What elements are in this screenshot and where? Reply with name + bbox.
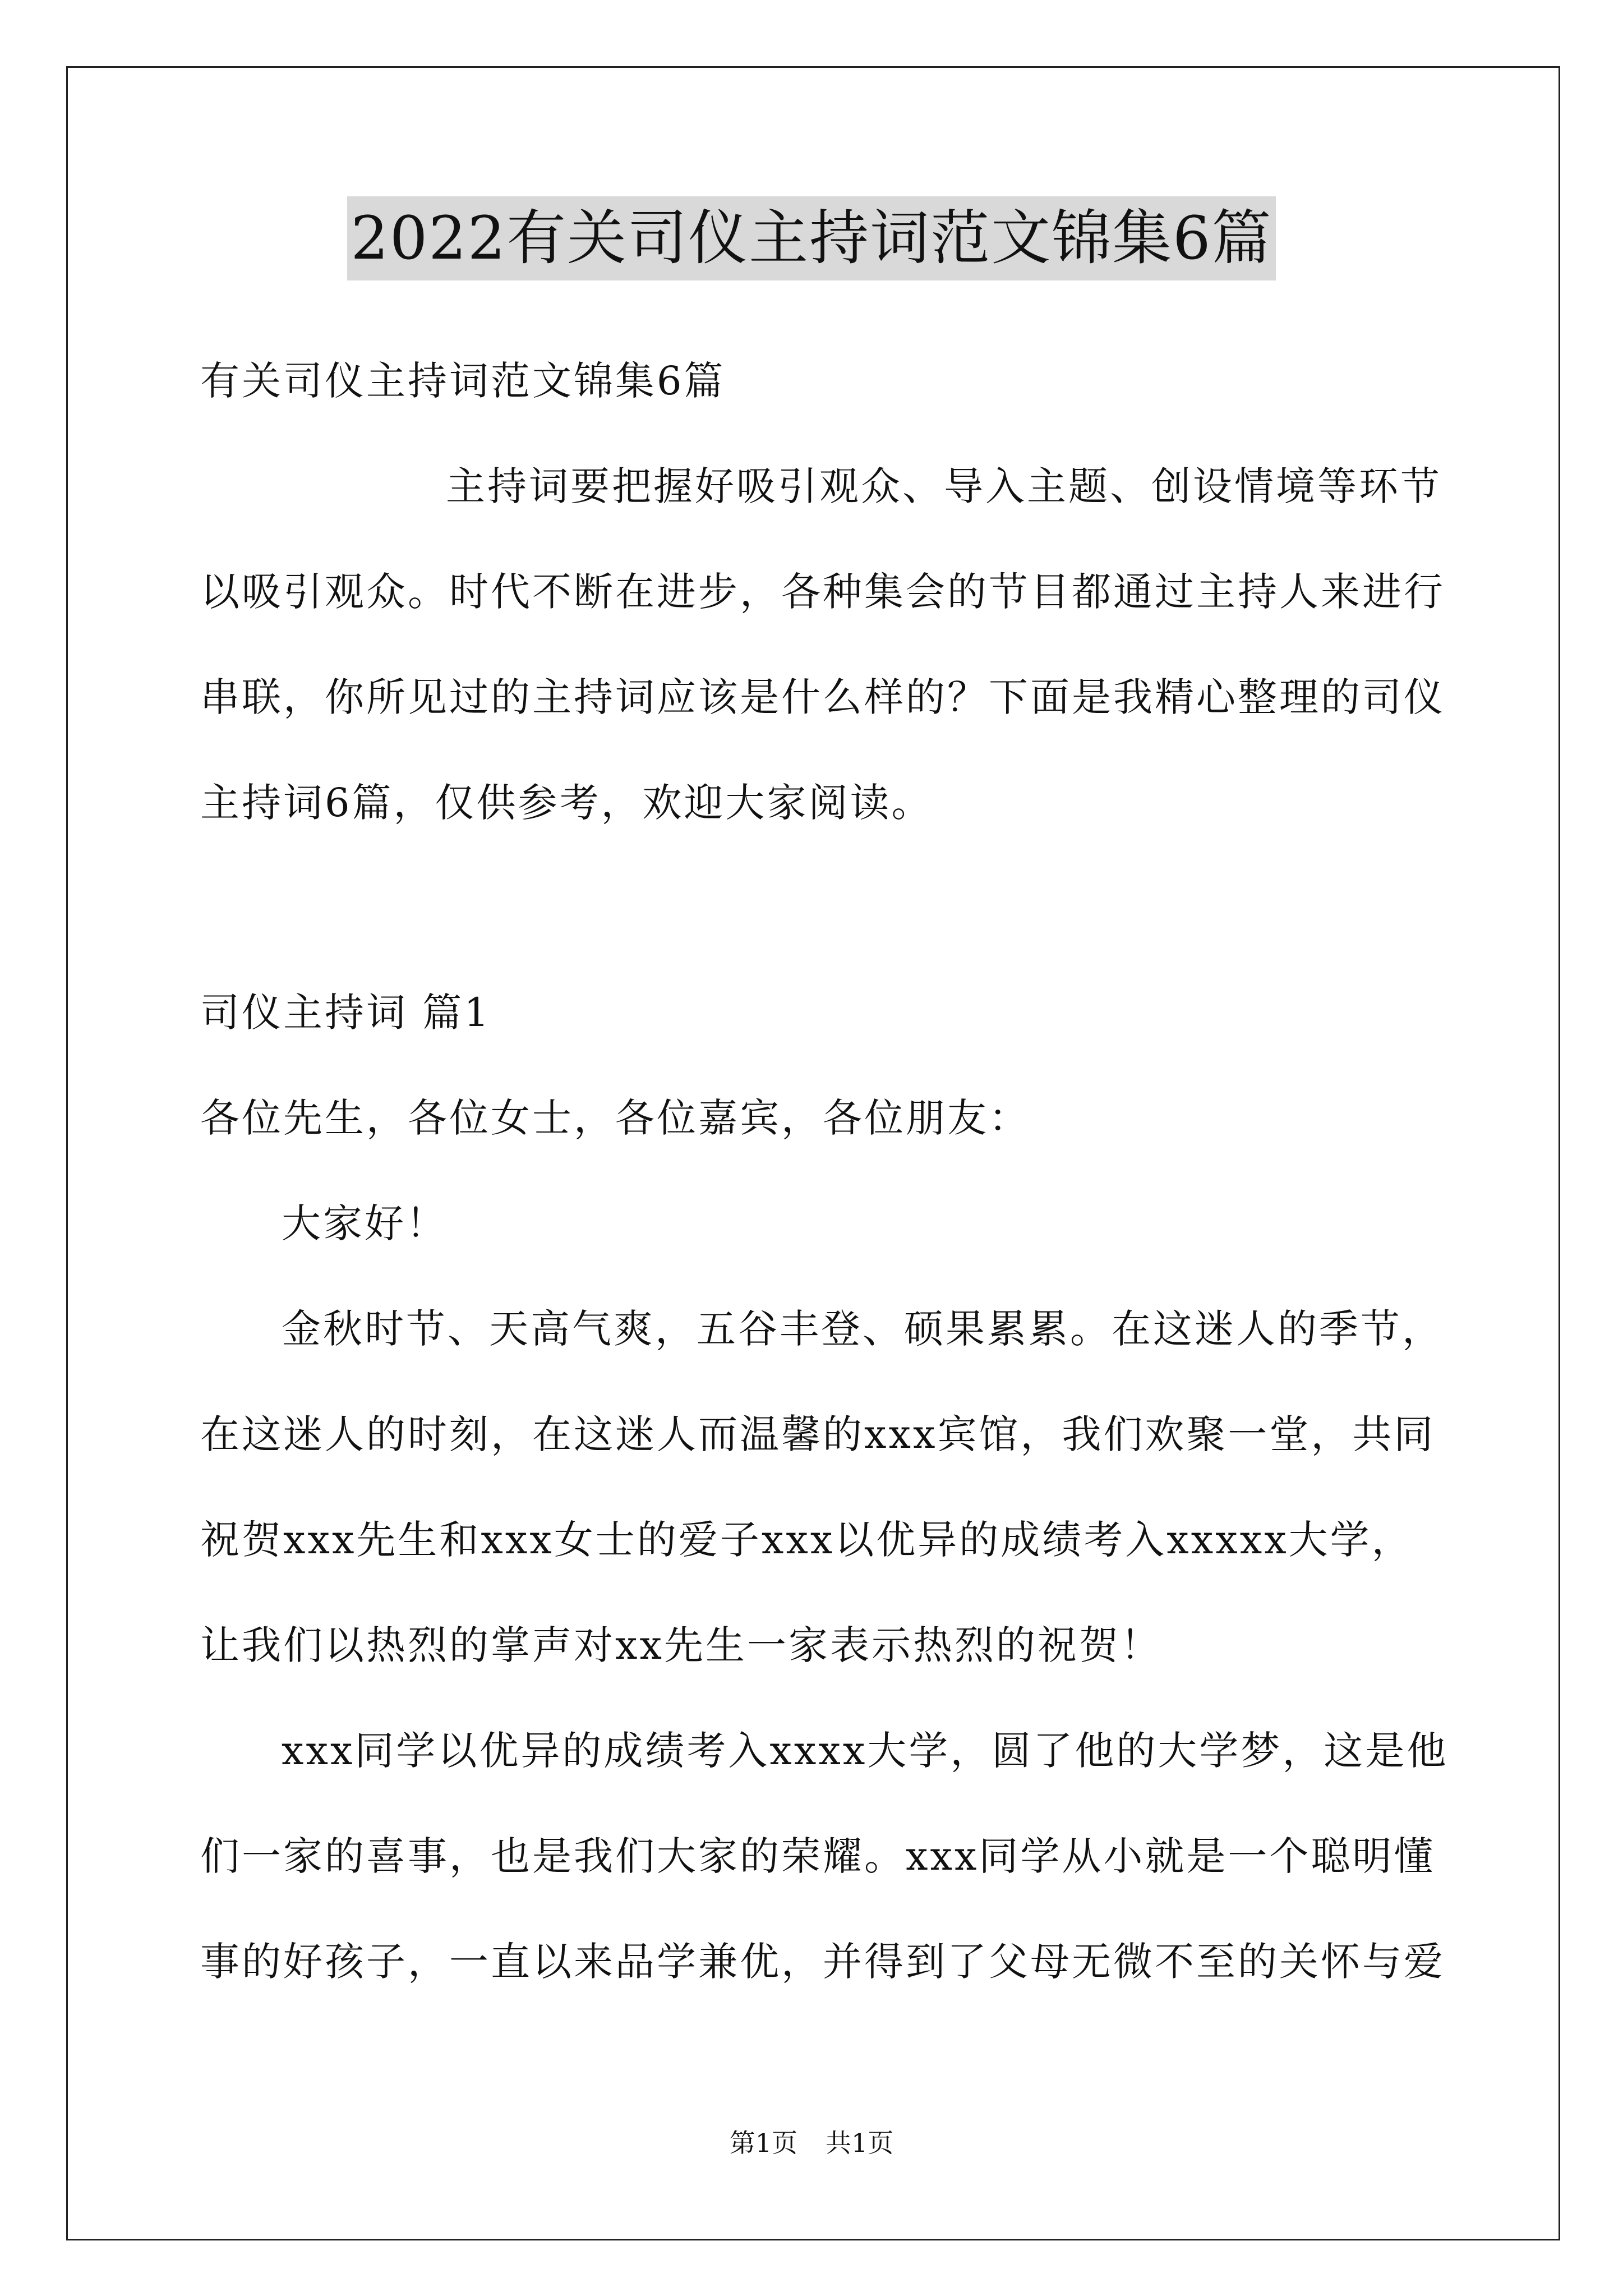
paragraph-line: 祝贺xxx先生和xxx女士的爱子xxx以优异的成绩考入xxxxx大学， — [200, 1517, 1413, 1563]
paragraph-line: 金秋时节、天高气爽，五谷丰登、硕果累累。在这迷人的季节， — [282, 1306, 1444, 1352]
intro-line: 主持词要把握好吸引观众、导入主题、创设情境等环节 — [446, 463, 1442, 509]
intro-line: 串联，你所见过的主持词应该是什么样的？下面是我精心整理的司仪 — [200, 674, 1445, 720]
document-title: 2022有关司仪主持词范文锦集6篇 — [347, 196, 1275, 280]
document-subtitle: 有关司仪主持词范文锦集6篇 — [200, 358, 726, 404]
page-footer — [0, 2126, 1623, 2160]
paragraph-line: 们一家的喜事，也是我们大家的荣耀。xxx同学从小就是一个聪明懂 — [200, 1833, 1436, 1879]
greeting: 大家好！ — [282, 1200, 448, 1246]
intro-line: 主持词6篇，仅供参考，欢迎大家阅读。 — [200, 780, 933, 826]
page-number-total: 共1页 — [826, 2128, 894, 2158]
title-wrapper — [0, 196, 1623, 280]
paragraph-line: 事的好孩子，一直以来品学兼优，并得到了父母无微不至的关怀与爱 — [200, 1939, 1445, 1985]
paragraph-line: xxx同学以优异的成绩考入xxxx大学，圆了他的大学梦，这是他 — [282, 1728, 1449, 1774]
paragraph-line: 让我们以热烈的掌声对xx先生一家表示热烈的祝贺！ — [200, 1622, 1162, 1668]
intro-line: 以吸引观众。时代不断在进步，各种集会的节目都通过主持人来进行 — [200, 569, 1445, 615]
section-heading: 司仪主持词 篇1 — [200, 990, 491, 1036]
paragraph-line: 在这迷人的时刻，在这迷人而温馨的xxx宾馆，我们欢聚一堂，共同 — [200, 1411, 1436, 1457]
page-number-current: 第1页 — [729, 2128, 797, 2158]
salutation: 各位先生，各位女士，各位嘉宾，各位朋友： — [200, 1095, 1030, 1141]
